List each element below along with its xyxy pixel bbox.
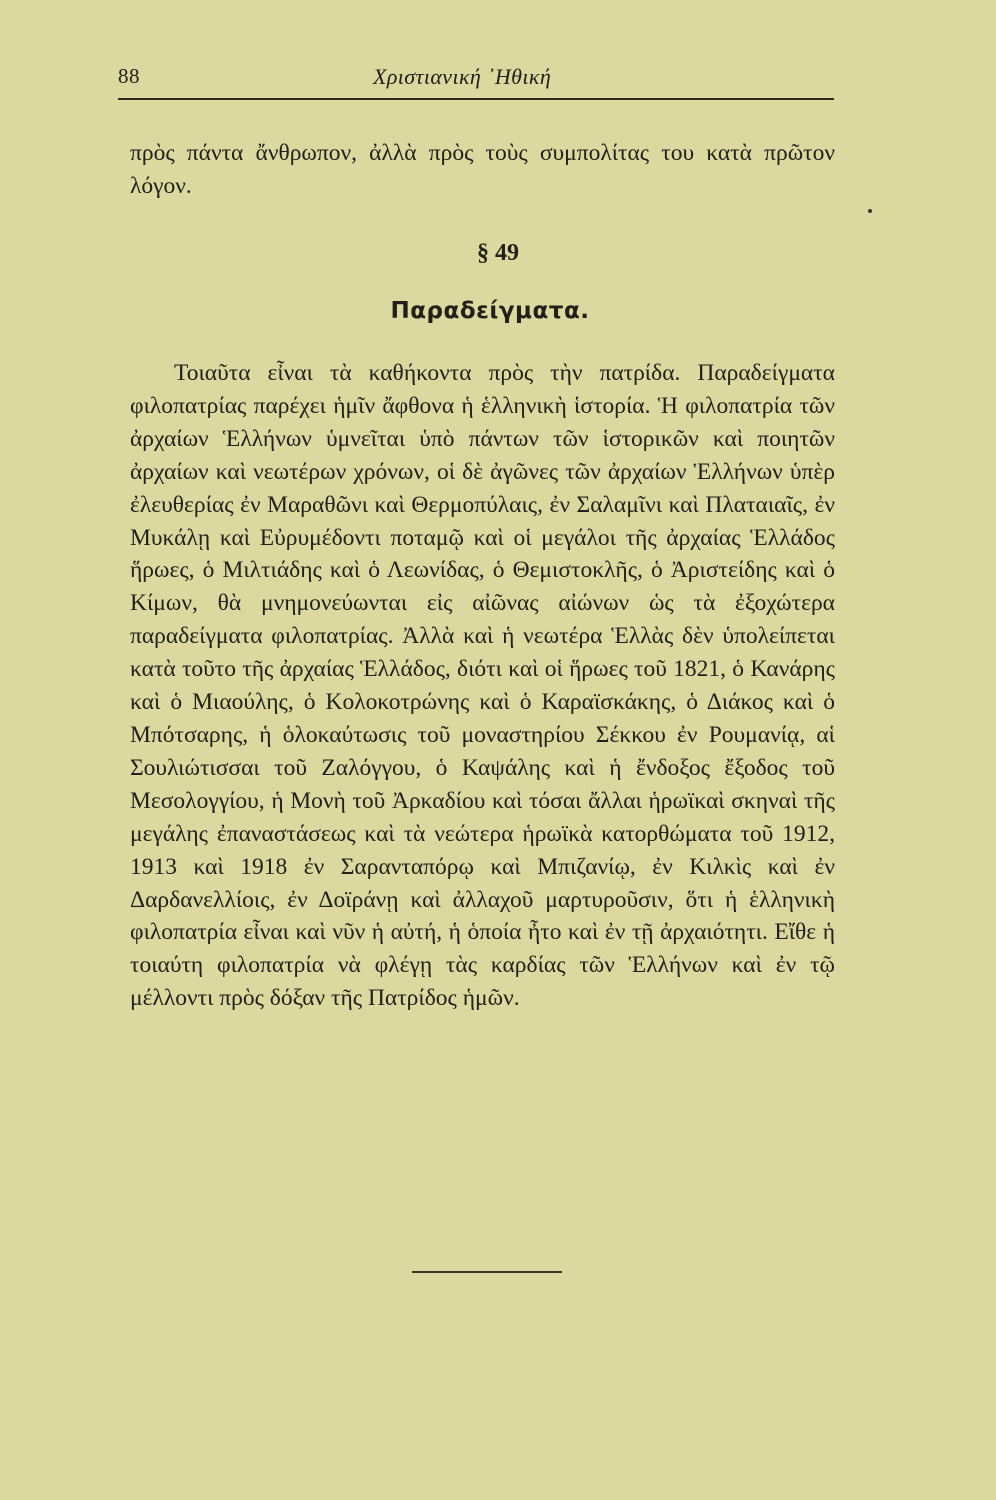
page-header [118,58,834,98]
running-title: Χριστιανική ᾿Ηθική [373,64,552,89]
header-rule [118,98,834,100]
closing-rule [412,1271,562,1273]
body-paragraph: Τοιαῦτα εἶναι τὰ καθήκοντα πρὸς τὴν πατρίδα. Παραδείγματα φιλοπατρίας παρέχει ἡμῖν ἄφθονα ἡ ἑλληνικὴ ἱστορία. Ἡ φιλοπατρία τῶν ἀρχαίων Ἑλλήνων ὑμνεῖται ὑπὸ πάντων τῶν ἱστορικῶν καὶ ποιητῶν ἀρχαίων καὶ νεωτέρων χρόνων, οἱ δὲ ἀγῶνες τῶν ἀρχαίων Ἑλλήνων ὑπὲρ ἐλευθερίας ἐν Μαραθῶνι καὶ Θερμοπύλαις, ἐν Σαλαμῖνι καὶ Πλαταιαῖς, ἐν Μυκάλῃ καὶ Εὐρυμέδοντι ποταμῷ καὶ οἱ μεγάλοι τῆς ἀρχαίας Ἑλλάδος ἥρωες, ὁ Μιλτιάδης καὶ ὁ Λεωνίδας, ὁ Θεμιστοκλῆς, ὁ Ἀριστείδης καὶ ὁ Κίμων, θὰ μνημονεύωνται εἰς αἰῶνας αἰώνων ὡς τὰ ἐξοχώτερα παραδείγματα φιλοπατρίας. Ἀλλὰ καὶ ἡ νεωτέρα Ἑλλὰς δὲν ὑπολείπεται κατὰ τοῦτο τῆς ἀρχαίας Ἑλλάδος, διότι καὶ οἱ ἥρωες τοῦ 1821, ὁ Κανάρης καὶ ὁ Μιαούλης, ὁ Κολοκοτρώνης καὶ ὁ Καραϊσκάκης, ὁ Διάκος καὶ ὁ Μπότσαρης, ἡ ὁλοκαύτωσις τοῦ μοναστηρίου Σέκκου ἐν Ρουμανίᾳ, αἱ Σουλιώτισσαι τοῦ Ζαλόγγου, ὁ Καψάλης καὶ ἡ ἔνδοξος ἔξοδος τοῦ Μεσολογγίου, ἡ Μονὴ τοῦ Ἀρκαδίου καὶ τόσαι ἄλλαι ἡρωϊκαὶ σκηναὶ τῆς μεγάλης ἐπαναστάσεως καὶ τὰ νεώτερα ἡρωϊκὰ κατορθώματα τοῦ 1912, 1913 καὶ 1918 ἐν Σαρανταπόρῳ καὶ Μπιζανίῳ, ἐν Κιλκὶς καὶ ἐν Δαρδανελλίοις, ἐν Δοϊράνῃ καὶ ἀλλαχοῦ μαρτυροῦσιν, ὅτι ἡ ἑλληνικὴ φιλοπατρία εἶναι καὶ νῦν ἡ αὐτή, ἡ ὁποία ἦτο καὶ ἐν τῇ ἀρχαιότητι. Εἴθε ἡ τοιαύτη φιλοπατρία νὰ φλέγῃ τὰς καρδίας τῶν Ἑλλήνων καὶ ἐν τῷ μέλλοντι πρὸς δόξαν τῆς Πατρίδος ἡμῶν. [130,360,835,1012]
page-number: 88 [118,64,140,88]
continuation-paragraph: πρὸς πάντα ἄνθρωπον, ἀλλὰ πρὸς τοὺς συμπολίτας του κατὰ πρῶτον λόγον. [130,140,835,199]
section-title: Παραδείγματα. [390,298,590,324]
ink-speck [868,209,872,213]
section-number: § 49 [477,240,519,266]
